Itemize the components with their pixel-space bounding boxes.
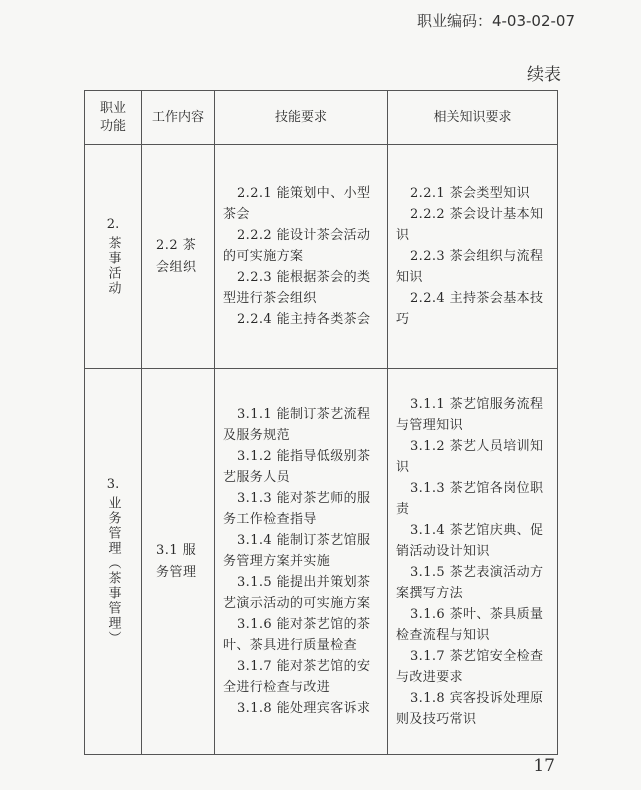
skills-cell: [215, 145, 388, 369]
skill-item: 3.1.1 能制订茶艺流程及服务规范: [223, 407, 371, 443]
skill-item: 3.1.4 能制订茶艺馆服务管理方案并实施: [223, 533, 371, 569]
knowledge-item: 3.1.2 茶艺人员培训知识: [396, 438, 544, 475]
header-work-content: 工作内容: [142, 91, 215, 145]
knowledge-item: 3.1.8 宾客投诉处理原则及技巧常识: [396, 690, 544, 727]
knowledge-item: 2.2.1 茶会类型知识: [410, 186, 531, 201]
knowledge-item: 3.1.1 茶艺馆服务流程与管理知识: [396, 396, 544, 433]
work-content-cell: 3.1 服务管理: [142, 369, 215, 755]
skill-item: 3.1.8 能处理宾客诉求: [237, 701, 371, 716]
table-row: [85, 369, 558, 755]
knowledge-cell: [388, 145, 558, 369]
table-header-row: [85, 91, 558, 145]
function-name: 业务管理（茶事管理）: [105, 496, 121, 646]
skills-table: [84, 90, 558, 755]
knowledge-item: 3.1.6 茶叶、茶具质量检查流程与知识: [396, 606, 544, 643]
knowledge-item: 3.1.4 茶艺馆庆典、促销活动设计知识: [396, 522, 544, 559]
skill-item: 3.1.5 能提出并策划茶艺演示活动的可实施方案: [223, 575, 371, 611]
function-cell: [85, 145, 142, 369]
knowledge-item: 2.2.4 主持茶会基本技巧: [396, 291, 544, 327]
skill-item: 3.1.6 能对茶艺馆的茶叶、茶具进行质量检查: [223, 617, 371, 653]
page-number: 17: [533, 756, 555, 776]
function-cell: [85, 369, 142, 755]
skill-item: 2.2.2 能设计茶会活动的可实施方案: [223, 228, 371, 264]
knowledge-cell: [388, 369, 558, 755]
skill-item: 3.1.3 能对茶艺师的服务工作检查指导: [223, 491, 371, 527]
skill-item: 2.2.3 能根据茶会的类型进行茶会组织: [223, 270, 371, 306]
knowledge-item: 3.1.7 茶艺馆安全检查与改进要求: [396, 648, 544, 685]
occupation-code: 职业编码：4-03-02-07: [416, 12, 575, 30]
table-row: [85, 145, 558, 369]
knowledge-item: 2.2.3 茶会组织与流程知识: [396, 249, 544, 285]
knowledge-item: 3.1.3 茶艺馆各岗位职责: [396, 480, 544, 517]
knowledge-item: 3.1.5 茶艺表演活动方案撰写方法: [396, 564, 544, 601]
continued-table-label: 续表: [527, 65, 561, 85]
function-number: 2.: [106, 217, 120, 232]
skill-item: 3.1.7 能对茶艺馆的安全进行检查与改进: [223, 659, 371, 695]
function-number: 3.: [106, 477, 120, 492]
skill-item: 2.2.4 能主持各类茶会: [237, 312, 371, 327]
skill-item: 3.1.2 能指导低级别茶艺服务人员: [223, 449, 371, 485]
header-knowledge-requirements: 相关知识要求: [388, 91, 558, 145]
header-function: 职业 功能: [85, 91, 142, 145]
function-name: 茶事活动: [105, 236, 121, 296]
skill-item: 2.2.1 能策划中、小型茶会: [223, 186, 371, 222]
knowledge-item: 2.2.2 茶会设计基本知识: [396, 207, 544, 243]
skills-cell: [215, 369, 388, 755]
work-content-cell: 2.2 茶会组织: [142, 145, 215, 369]
header-skill-requirements: 技能要求: [215, 91, 388, 145]
